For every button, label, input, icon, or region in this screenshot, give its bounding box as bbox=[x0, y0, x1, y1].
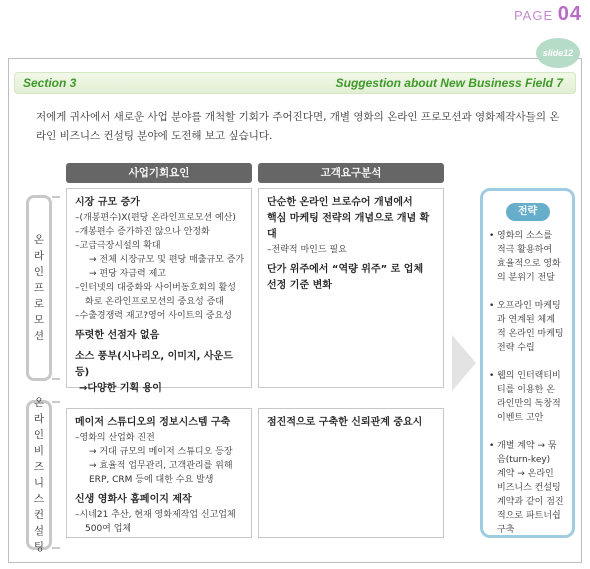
row-label-char: 스 bbox=[33, 493, 45, 505]
cell-heading: 단순한 온라인 브로슈어 개념에서 bbox=[267, 197, 413, 208]
cell-line: –인터넷의 대중화와 사이버동호회의 활성 bbox=[75, 283, 236, 293]
section-number: Section 3 bbox=[23, 76, 77, 90]
row-label-char: 온 bbox=[33, 234, 45, 246]
strategy-item: • 개별 계약 → 묶 음(turn-key) 계약 → 온라인 비즈니스 컨설팅 계약과 같이 점진 적으로 파트너쉽 구축 bbox=[489, 439, 566, 537]
cell-line: → 전체 시장규모 및 편당 매출규모 증가 bbox=[89, 255, 245, 265]
section-bar bbox=[14, 72, 576, 94]
cell-heading: 단가 위주에서 “역량 위주” 로 업체 bbox=[267, 264, 424, 275]
row-label-char: 션 bbox=[33, 330, 45, 342]
strategy-title: 전략 bbox=[506, 203, 550, 221]
column-header-opportunity: 사업기회요인 bbox=[66, 163, 252, 183]
row-label-char: 온 bbox=[33, 397, 45, 409]
column-header-customer: 고객요구분석 bbox=[258, 163, 444, 183]
cell-line: –시네21 추산, 현재 영화제작업 신고업체 bbox=[75, 510, 236, 520]
cell-promotion-customer bbox=[258, 188, 444, 388]
cell-heading: 뚜렷한 선점자 없음 bbox=[75, 330, 160, 341]
row-label-char: 팅 bbox=[33, 541, 45, 553]
strategy-item: • 웹의 인터랙티비 티를 이용한 온 라인만의 독창적 이벤트 고안 bbox=[489, 369, 566, 425]
cell-line: –전략적 마인드 필요 bbox=[267, 245, 347, 255]
row-label-char: 인 bbox=[33, 429, 45, 441]
cell-line: –수출경쟁력 재고?영어 사이트의 중요성 bbox=[75, 311, 232, 321]
row-label-char: 인 bbox=[33, 266, 45, 278]
cell-line: –개봉편수 증가하진 않으나 안정화 bbox=[75, 227, 210, 237]
cell-line: –(개봉편수)X(편당 온라인프로모션 예산) bbox=[75, 213, 236, 223]
arrow-right-icon bbox=[452, 335, 476, 391]
cell-line: 화로 온라인프로모션의 중요성 증대 bbox=[85, 297, 224, 307]
cell-line: ERP, CRM 등에 대한 수요 발생 bbox=[89, 475, 214, 485]
page-label-prefix: PAGE bbox=[513, 8, 554, 23]
row-label-char: 로 bbox=[33, 298, 45, 310]
cell-line: –영화의 산업화 진전 bbox=[75, 433, 155, 443]
cell-heading: 핵심 마케팅 전략의 개념으로 개념 확대 bbox=[267, 213, 430, 240]
cell-heading: 시장 규모 증가 bbox=[75, 197, 140, 208]
row-label-char: 설 bbox=[33, 525, 45, 537]
cell-line: 500여 업체 bbox=[85, 524, 132, 534]
cell-consulting-customer bbox=[258, 408, 444, 538]
row-bracket-consulting bbox=[52, 401, 60, 549]
section-title: Suggestion about New Business Field 7 bbox=[335, 76, 563, 90]
cell-heading: 소스 풍부(시나리오, 이미지, 사운드 등) bbox=[75, 351, 233, 378]
row-label-char: 라 bbox=[33, 413, 45, 425]
row-label-consulting bbox=[26, 397, 52, 553]
cell-promotion-opportunity bbox=[66, 188, 252, 394]
row-label-char: 컨 bbox=[33, 509, 45, 521]
page-number: 04 bbox=[557, 3, 582, 25]
row-label-char: 모 bbox=[33, 314, 45, 326]
slide-badge: slide12 bbox=[536, 38, 580, 68]
row-bracket-promotion bbox=[52, 196, 60, 380]
cell-heading: 신생 영화사 홈페이지 제작 bbox=[75, 494, 192, 505]
page-label bbox=[514, 3, 582, 26]
cell-line: → 편당 자금력 제고 bbox=[89, 269, 166, 279]
row-label-char: 라 bbox=[33, 250, 45, 262]
strategy-box bbox=[480, 188, 575, 538]
cell-heading: 점진적으로 구축한 신뢰관계 중요시 bbox=[267, 417, 423, 428]
strategy-item: • 영화의 소스를 적극 활용하여 효율적으로 영화 의 분위기 전달 bbox=[489, 229, 566, 285]
cell-heading: 메이저 스튜디오의 정보시스템 구축 bbox=[75, 417, 231, 428]
cell-consulting-opportunity bbox=[66, 408, 252, 538]
row-label-char: 프 bbox=[33, 282, 45, 294]
cell-line: –고급극장시설의 확대 bbox=[75, 241, 161, 251]
cell-line: → 거대 규모의 메이저 스튜디오 등장 bbox=[89, 447, 233, 457]
strategy-item: • 오프라인 마케팅 과 연계된 체계 적 온라인 마케팅 전략 수립 bbox=[489, 299, 566, 355]
row-label-char: 즈 bbox=[33, 461, 45, 473]
cell-line: → 효율적 업무관리, 고객관리를 위해 bbox=[89, 461, 233, 471]
intro-text: 저에게 귀사에서 새로운 사업 분야를 개척할 기회가 주어진다면, 개별 영화의 온라인 프로모션과 영화제작사들의 온라인 비즈니스 컨설팅 분야에 도전해 보고 싶습니다. bbox=[36, 111, 560, 142]
row-label-char: 비 bbox=[33, 445, 45, 457]
row-label-promotion bbox=[26, 195, 52, 381]
cell-heading: 선정 기준 변화 bbox=[267, 280, 332, 291]
cell-heading: →다양한 기획 용이 bbox=[79, 383, 162, 394]
row-label-char: 니 bbox=[33, 477, 45, 489]
